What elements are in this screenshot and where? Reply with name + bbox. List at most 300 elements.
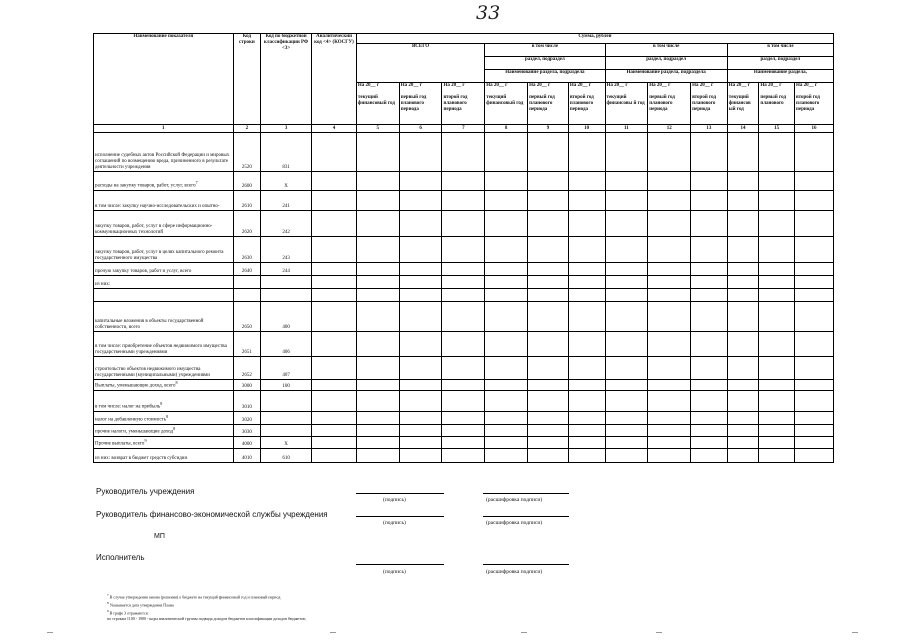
row-line-code: 2520 (233, 133, 261, 172)
value-cell[interactable] (605, 449, 648, 463)
row-line-code: 4010 (233, 449, 261, 463)
value-cell[interactable] (727, 412, 759, 425)
value-cell[interactable] (312, 172, 357, 191)
value-cell[interactable] (485, 276, 528, 289)
value-cell[interactable] (605, 133, 648, 172)
value-cell[interactable] (759, 391, 795, 412)
value-cell[interactable] (691, 289, 728, 302)
executor-label: Исполнитель (96, 553, 145, 562)
table-row (94, 172, 834, 191)
value-cell[interactable] (442, 380, 485, 391)
row-budget-code: 406 (261, 332, 312, 357)
colnum: 16 (795, 125, 834, 133)
value-cell[interactable] (648, 412, 691, 425)
value-cell[interactable] (528, 211, 569, 237)
value-cell[interactable] (485, 211, 528, 237)
value-cell[interactable] (648, 191, 691, 211)
value-cell[interactable] (568, 449, 605, 463)
value-cell[interactable] (727, 276, 759, 289)
row-line-code (233, 276, 261, 289)
header-including-3: в том числе (727, 44, 833, 57)
value-cell[interactable] (795, 449, 834, 463)
row-line-code: 2600 (233, 172, 261, 191)
value-cell[interactable] (356, 332, 399, 357)
value-cell[interactable] (648, 391, 691, 412)
row-budget-code: 407 (261, 357, 312, 380)
value-cell[interactable] (399, 391, 442, 412)
value-cell[interactable] (485, 172, 528, 191)
value-cell[interactable] (568, 211, 605, 237)
value-cell[interactable] (312, 437, 357, 449)
executor-decode-line[interactable] (483, 564, 569, 565)
value-cell[interactable] (528, 172, 569, 191)
value-cell[interactable] (399, 380, 442, 391)
value-cell[interactable] (759, 302, 795, 332)
value-cell[interactable] (759, 412, 795, 425)
value-cell[interactable] (648, 380, 691, 391)
value-cell[interactable] (399, 191, 442, 211)
row-budget-code: Х (261, 437, 312, 449)
value-cell[interactable] (795, 263, 834, 276)
value-cell[interactable] (399, 302, 442, 332)
value-cell[interactable] (399, 172, 442, 191)
value-cell[interactable] (568, 237, 605, 263)
value-cell[interactable] (442, 437, 485, 449)
value-cell[interactable] (648, 425, 691, 437)
value-cell[interactable] (312, 237, 357, 263)
value-cell[interactable] (356, 357, 399, 380)
value-cell[interactable] (356, 237, 399, 263)
value-cell[interactable] (727, 302, 759, 332)
value-cell[interactable] (605, 211, 648, 237)
table-row (94, 449, 834, 463)
value-cell[interactable] (356, 380, 399, 391)
value-cell[interactable] (759, 425, 795, 437)
value-cell[interactable] (795, 133, 834, 172)
value-cell[interactable] (605, 191, 648, 211)
header-section-name-1: Наименование раздела, подраздела (485, 70, 605, 83)
value-cell[interactable] (727, 437, 759, 449)
value-cell[interactable] (528, 332, 569, 357)
finance-decode-line[interactable] (483, 516, 569, 517)
value-cell[interactable] (727, 133, 759, 172)
value-cell[interactable] (356, 412, 399, 425)
value-cell[interactable] (605, 437, 648, 449)
finance-sign-line[interactable] (356, 516, 444, 517)
value-cell[interactable] (485, 412, 528, 425)
colnum: 5 (356, 125, 399, 133)
value-cell[interactable] (442, 276, 485, 289)
value-cell[interactable] (691, 211, 728, 237)
value-cell[interactable] (528, 237, 569, 263)
row-name (94, 289, 234, 302)
value-cell[interactable] (759, 289, 795, 302)
value-cell[interactable] (795, 191, 834, 211)
value-cell[interactable] (691, 263, 728, 276)
value-cell[interactable] (605, 237, 648, 263)
value-cell[interactable] (356, 263, 399, 276)
value-cell[interactable] (795, 172, 834, 191)
value-cell[interactable] (356, 425, 399, 437)
column-number-row (94, 125, 834, 133)
colnum: 12 (648, 125, 691, 133)
value-cell[interactable] (568, 172, 605, 191)
value-cell[interactable] (759, 133, 795, 172)
value-cell[interactable] (356, 449, 399, 463)
row-line-code: 2630 (233, 237, 261, 263)
row-budget-code (261, 391, 312, 412)
header-section-2: раздел, подраздел (605, 57, 727, 70)
row-name: из них: (94, 276, 234, 289)
value-cell[interactable] (356, 437, 399, 449)
value-cell[interactable] (442, 289, 485, 302)
value-cell[interactable] (399, 357, 442, 380)
value-cell[interactable] (605, 425, 648, 437)
executor-sign-caption: (подпись) (383, 569, 406, 575)
value-cell[interactable] (485, 263, 528, 276)
header-sum: Сумма, рублей (356, 34, 833, 44)
head-decode-line[interactable] (483, 493, 569, 494)
value-cell[interactable] (442, 133, 485, 172)
value-cell[interactable] (485, 191, 528, 211)
value-cell[interactable] (312, 133, 357, 172)
value-cell[interactable] (528, 276, 569, 289)
value-cell[interactable] (795, 437, 834, 449)
value-cell[interactable] (528, 133, 569, 172)
value-cell[interactable] (727, 357, 759, 380)
value-cell[interactable] (727, 380, 759, 391)
value-cell[interactable] (648, 237, 691, 263)
value-cell[interactable] (568, 302, 605, 332)
value-cell[interactable] (312, 276, 357, 289)
value-cell[interactable] (312, 391, 357, 412)
row-budget-code (261, 412, 312, 425)
value-cell[interactable] (605, 289, 648, 302)
value-cell[interactable] (795, 380, 834, 391)
value-cell[interactable] (605, 380, 648, 391)
value-cell[interactable] (312, 332, 357, 357)
value-cell[interactable] (795, 357, 834, 380)
value-cell[interactable] (691, 437, 728, 449)
value-cell[interactable] (648, 332, 691, 357)
value-cell[interactable] (795, 237, 834, 263)
value-cell[interactable] (568, 276, 605, 289)
value-cell[interactable] (759, 211, 795, 237)
value-cell[interactable] (568, 263, 605, 276)
value-cell[interactable] (648, 276, 691, 289)
value-cell[interactable] (442, 191, 485, 211)
value-cell[interactable] (356, 191, 399, 211)
scan-mark (521, 632, 527, 633)
row-line-code: 2640 (233, 263, 261, 276)
value-cell[interactable] (399, 211, 442, 237)
value-cell[interactable] (399, 133, 442, 172)
value-cell[interactable] (528, 437, 569, 449)
value-cell[interactable] (568, 391, 605, 412)
value-cell[interactable] (568, 412, 605, 425)
value-cell[interactable] (356, 391, 399, 412)
value-cell[interactable] (485, 332, 528, 357)
value-cell[interactable] (727, 211, 759, 237)
value-cell[interactable] (442, 412, 485, 425)
value-cell[interactable] (605, 276, 648, 289)
colnum: 1 (94, 125, 234, 133)
value-cell[interactable] (356, 133, 399, 172)
value-cell[interactable] (356, 276, 399, 289)
value-cell[interactable] (568, 191, 605, 211)
value-cell[interactable] (528, 263, 569, 276)
value-cell[interactable] (485, 133, 528, 172)
footnote: $^8$ Указывается дата утверждения Плана (107, 601, 174, 608)
value-cell[interactable] (312, 211, 357, 237)
value-cell[interactable] (795, 425, 834, 437)
value-cell[interactable] (528, 289, 569, 302)
value-cell[interactable] (442, 332, 485, 357)
row-budget-code (261, 425, 312, 437)
value-cell[interactable] (568, 289, 605, 302)
period-col-14: На 20__ г текущий финансов ый год (727, 83, 759, 125)
value-cell[interactable] (312, 449, 357, 463)
header-section-1: раздел, подраздел (485, 57, 605, 70)
value-cell[interactable] (648, 133, 691, 172)
value-cell[interactable] (528, 380, 569, 391)
value-cell[interactable] (442, 302, 485, 332)
value-cell[interactable] (356, 289, 399, 302)
row-line-code: 2610 (233, 191, 261, 211)
value-cell[interactable] (759, 380, 795, 391)
value-cell[interactable] (312, 289, 357, 302)
period-col-9: На 20__ г первый год планового периода (528, 83, 569, 125)
value-cell[interactable] (485, 289, 528, 302)
value-cell[interactable] (568, 332, 605, 357)
value-cell[interactable] (485, 237, 528, 263)
row-budget-code: 243 (261, 237, 312, 263)
value-cell[interactable] (312, 357, 357, 380)
table-row (94, 276, 834, 289)
value-cell[interactable] (795, 276, 834, 289)
value-cell[interactable] (312, 425, 357, 437)
value-cell[interactable] (399, 276, 442, 289)
value-cell[interactable] (648, 172, 691, 191)
value-cell[interactable] (648, 437, 691, 449)
table-row (94, 302, 834, 332)
value-cell[interactable] (795, 391, 834, 412)
value-cell[interactable] (399, 332, 442, 357)
value-cell[interactable] (691, 380, 728, 391)
value-cell[interactable] (691, 449, 728, 463)
value-cell[interactable] (795, 412, 834, 425)
value-cell[interactable] (759, 172, 795, 191)
page-number: 33 (476, 2, 501, 24)
head-sign-caption: (подпись) (383, 497, 406, 503)
value-cell[interactable] (795, 211, 834, 237)
value-cell[interactable] (442, 237, 485, 263)
value-cell[interactable] (356, 302, 399, 332)
value-cell[interactable] (648, 211, 691, 237)
row-name: строительство объектов недвижимого имущества государственными (муниципальными) учреждениями (94, 357, 234, 380)
value-cell[interactable] (485, 425, 528, 437)
colnum: 2 (233, 125, 261, 133)
value-cell[interactable] (312, 412, 357, 425)
value-cell[interactable] (691, 133, 728, 172)
colnum: 13 (691, 125, 728, 133)
executor-sign-line[interactable] (356, 564, 444, 565)
header-total: ВСЕГО (356, 44, 484, 83)
row-line-code (233, 289, 261, 302)
value-cell[interactable] (399, 425, 442, 437)
value-cell[interactable] (648, 289, 691, 302)
value-cell[interactable] (442, 357, 485, 380)
value-cell[interactable] (648, 263, 691, 276)
row-budget-code: Х (261, 172, 312, 191)
value-cell[interactable] (795, 332, 834, 357)
row-line-code: 3030 (233, 425, 261, 437)
value-cell[interactable] (648, 302, 691, 332)
table-row (94, 133, 834, 172)
value-cell[interactable] (691, 302, 728, 332)
value-cell[interactable] (399, 437, 442, 449)
period-col-6: На 20__ г первый год планового периода (399, 83, 442, 125)
value-cell[interactable] (442, 263, 485, 276)
value-cell[interactable] (759, 449, 795, 463)
value-cell[interactable] (759, 237, 795, 263)
value-cell[interactable] (605, 263, 648, 276)
value-cell[interactable] (399, 412, 442, 425)
value-cell[interactable] (485, 449, 528, 463)
value-cell[interactable] (727, 172, 759, 191)
value-cell[interactable] (759, 332, 795, 357)
value-cell[interactable] (691, 425, 728, 437)
row-budget-code: 400 (261, 302, 312, 332)
value-cell[interactable] (356, 211, 399, 237)
value-cell[interactable] (312, 263, 357, 276)
value-cell[interactable] (528, 391, 569, 412)
value-cell[interactable] (568, 357, 605, 380)
row-name: налог на добавленную стоимость$^8$ (94, 412, 234, 425)
value-cell[interactable] (759, 276, 795, 289)
value-cell[interactable] (528, 449, 569, 463)
value-cell[interactable] (312, 191, 357, 211)
value-cell[interactable] (648, 357, 691, 380)
row-name: из них: возврат в бюджет средств субсидии (94, 449, 234, 463)
colnum: 9 (528, 125, 569, 133)
value-cell[interactable] (568, 437, 605, 449)
value-cell[interactable] (727, 449, 759, 463)
value-cell[interactable] (605, 412, 648, 425)
value-cell[interactable] (312, 380, 357, 391)
period-col-7: На 20__ г второй год планового периода (442, 83, 485, 125)
value-cell[interactable] (691, 276, 728, 289)
financial-plan-table (93, 33, 834, 463)
value-cell[interactable] (605, 391, 648, 412)
value-cell[interactable] (528, 191, 569, 211)
value-cell[interactable] (442, 172, 485, 191)
head-sign-line[interactable] (356, 493, 444, 494)
value-cell[interactable] (727, 191, 759, 211)
value-cell[interactable] (691, 237, 728, 263)
value-cell[interactable] (727, 425, 759, 437)
value-cell[interactable] (648, 449, 691, 463)
table-row (94, 263, 834, 276)
colnum: 11 (605, 125, 648, 133)
value-cell[interactable] (605, 332, 648, 357)
executor-decode-caption: (расшифровка подписи) (486, 569, 543, 575)
value-cell[interactable] (691, 391, 728, 412)
value-cell[interactable] (691, 172, 728, 191)
value-cell[interactable] (442, 449, 485, 463)
value-cell[interactable] (727, 237, 759, 263)
value-cell[interactable] (759, 357, 795, 380)
colnum: 8 (485, 125, 528, 133)
row-name: в том числе: приобретение объектов недвижимого имущества государственными учреждениями (94, 332, 234, 357)
value-cell[interactable] (759, 191, 795, 211)
footnote: по строкам 1100 - 1900 - коды аналитической группы подвида доходов бюджетов классификации доходов бюджетов; (107, 616, 306, 621)
value-cell[interactable] (727, 391, 759, 412)
value-cell[interactable] (356, 172, 399, 191)
table-row (94, 289, 834, 302)
value-cell[interactable] (442, 425, 485, 437)
value-cell[interactable] (528, 425, 569, 437)
value-cell[interactable] (795, 302, 834, 332)
value-cell[interactable] (399, 263, 442, 276)
table-row (94, 425, 834, 437)
row-line-code: 3010 (233, 391, 261, 412)
finance-label: Руководитель финансово-экономической службы учреждения (96, 510, 328, 519)
value-cell[interactable] (528, 302, 569, 332)
value-cell[interactable] (485, 437, 528, 449)
value-cell[interactable] (727, 289, 759, 302)
header-budget-code: Код по бюджетной классификации РФ <3> (261, 34, 312, 125)
value-cell[interactable] (691, 357, 728, 380)
value-cell[interactable] (312, 302, 357, 332)
value-cell[interactable] (399, 237, 442, 263)
row-line-code: 2651 (233, 332, 261, 357)
footnote: $^9$ В графе 3 отражаются: (107, 609, 149, 616)
row-name: прочие налоги, уменьшающие доход$^8$ (94, 425, 234, 437)
value-cell[interactable] (568, 133, 605, 172)
row-name: Прочие выплаты, всего$^9$ (94, 437, 234, 449)
value-cell[interactable] (568, 380, 605, 391)
value-cell[interactable] (399, 289, 442, 302)
value-cell[interactable] (399, 449, 442, 463)
value-cell[interactable] (691, 191, 728, 211)
value-cell[interactable] (727, 263, 759, 276)
value-cell[interactable] (795, 289, 834, 302)
row-budget-code: 100 (261, 380, 312, 391)
value-cell[interactable] (691, 412, 728, 425)
value-cell[interactable] (759, 437, 795, 449)
value-cell[interactable] (605, 172, 648, 191)
value-cell[interactable] (442, 211, 485, 237)
value-cell[interactable] (485, 380, 528, 391)
value-cell[interactable] (485, 357, 528, 380)
value-cell[interactable] (485, 391, 528, 412)
value-cell[interactable] (605, 357, 648, 380)
value-cell[interactable] (605, 302, 648, 332)
value-cell[interactable] (727, 332, 759, 357)
value-cell[interactable] (759, 263, 795, 276)
value-cell[interactable] (691, 332, 728, 357)
period-col-16: На 20__ г второй год планового периода (795, 83, 834, 125)
colnum: 7 (442, 125, 485, 133)
finance-decode-caption: (расшифровка подписи) (486, 520, 543, 526)
row-budget-code: 241 (261, 191, 312, 211)
value-cell[interactable] (568, 425, 605, 437)
value-cell[interactable] (442, 391, 485, 412)
value-cell[interactable] (528, 412, 569, 425)
value-cell[interactable] (528, 357, 569, 380)
value-cell[interactable] (485, 302, 528, 332)
